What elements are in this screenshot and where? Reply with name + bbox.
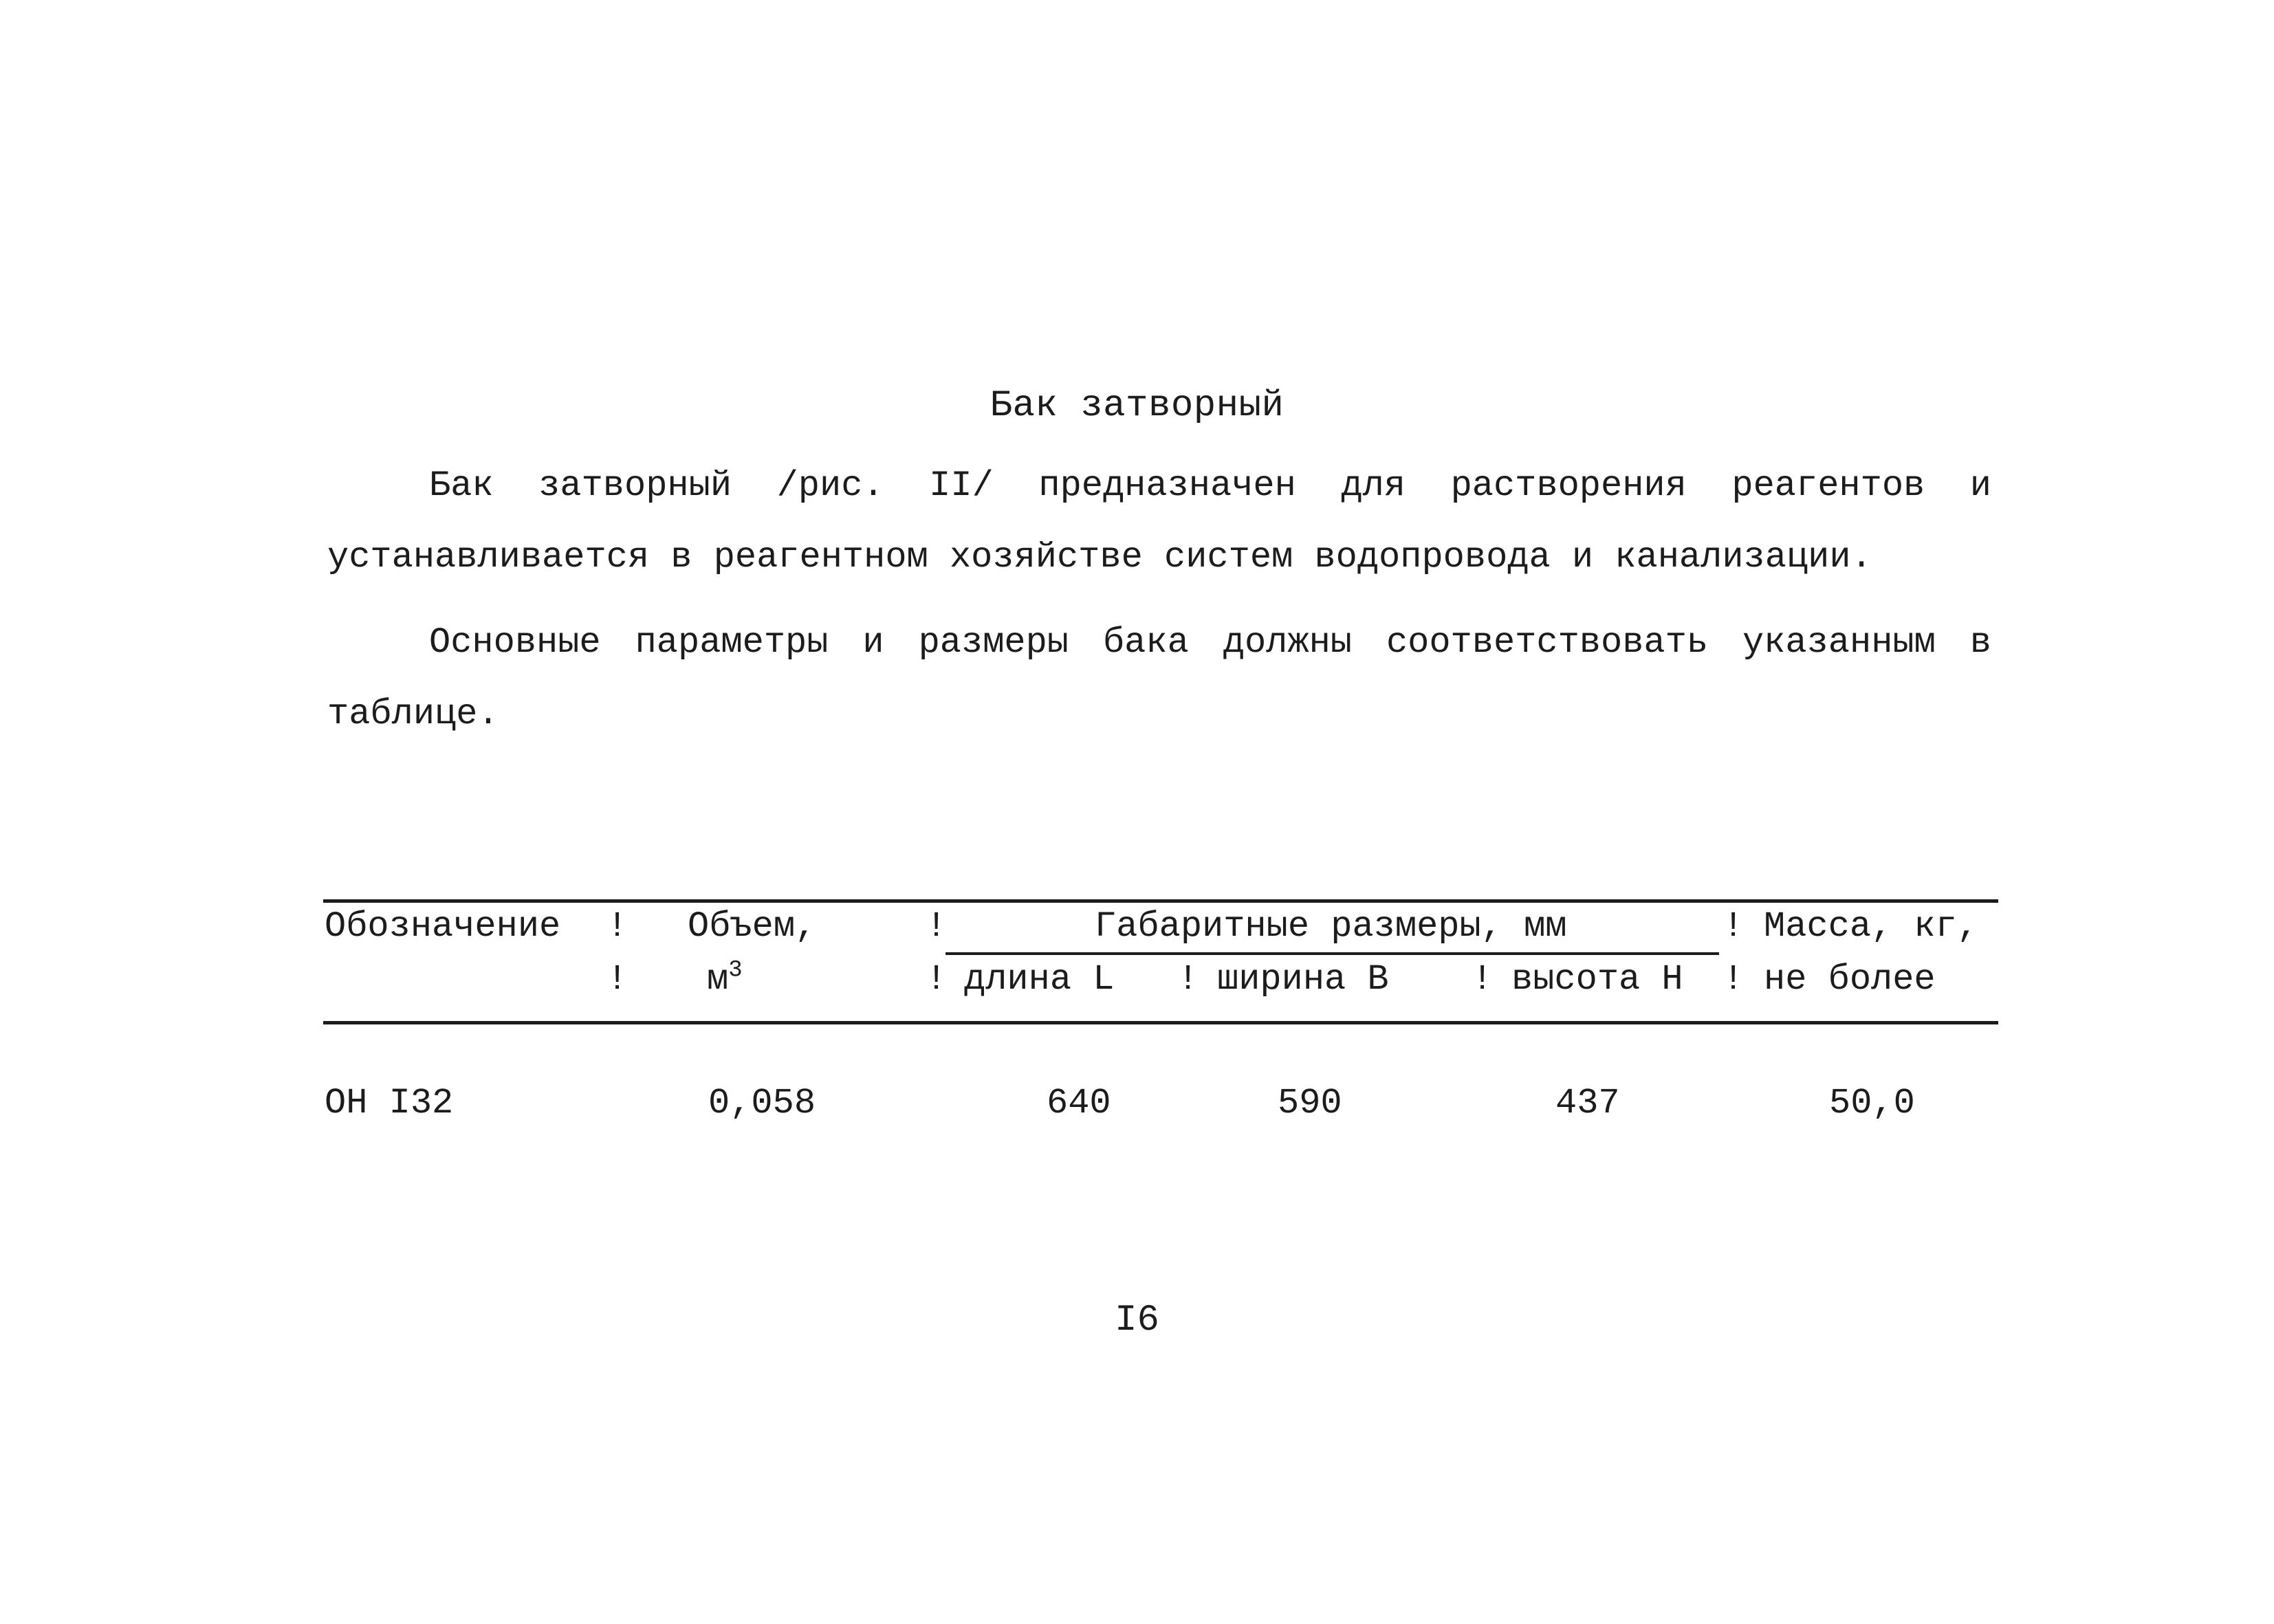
cell-length: 640 [1047, 1083, 1111, 1123]
header-mass: Масса, кг, [1764, 906, 1979, 947]
table-header-rule [323, 1021, 1998, 1024]
header-mass-limit: не более [1764, 959, 1936, 1000]
paragraph-purpose [327, 450, 1991, 593]
paragraph-parameters [327, 607, 1991, 750]
paragraph-purpose-text: Бак затворный /рис. II/ предназначен для растворения реагентов и устанавливается в реагентном хозяйстве систем водопровода и канализации. [327, 465, 1991, 578]
column-separator: ! [606, 959, 628, 1000]
column-separator: ! [1472, 959, 1494, 1000]
column-separator: ! [926, 906, 948, 947]
cell-mass: 50,0 [1829, 1083, 1915, 1123]
header-volume: Объем, [688, 906, 817, 947]
column-separator: ! [926, 959, 948, 1000]
column-separator: ! [1723, 906, 1745, 947]
header-length: длина L [964, 959, 1115, 1000]
header-dimensions: Габаритные размеры, мм [1095, 906, 1567, 947]
header-height: высота Н [1511, 959, 1683, 1000]
dimensions-underline [945, 952, 1719, 955]
column-separator: ! [1177, 959, 1199, 1000]
header-volume-unit [707, 959, 743, 1000]
cell-width: 590 [1278, 1083, 1342, 1123]
column-separator: ! [606, 906, 628, 947]
page-number: I6 [1115, 1299, 1159, 1341]
cell-volume: 0,058 [708, 1083, 816, 1123]
column-separator: ! [1723, 959, 1745, 1000]
paragraph-parameters-text: Основные параметры и размеры бака должны соответствовать указанным в таблице. [327, 622, 1991, 734]
volume-unit: м [707, 959, 729, 1000]
header-width: ширина В [1217, 959, 1389, 1000]
table-top-rule [323, 899, 1998, 903]
header-designation: Обозначение [325, 906, 561, 947]
cell-designation: ОН I32 [325, 1083, 454, 1123]
volume-unit-exponent: 3 [728, 957, 743, 984]
cell-height: 437 [1555, 1083, 1620, 1123]
document-title: Бак затворный [990, 385, 1284, 427]
